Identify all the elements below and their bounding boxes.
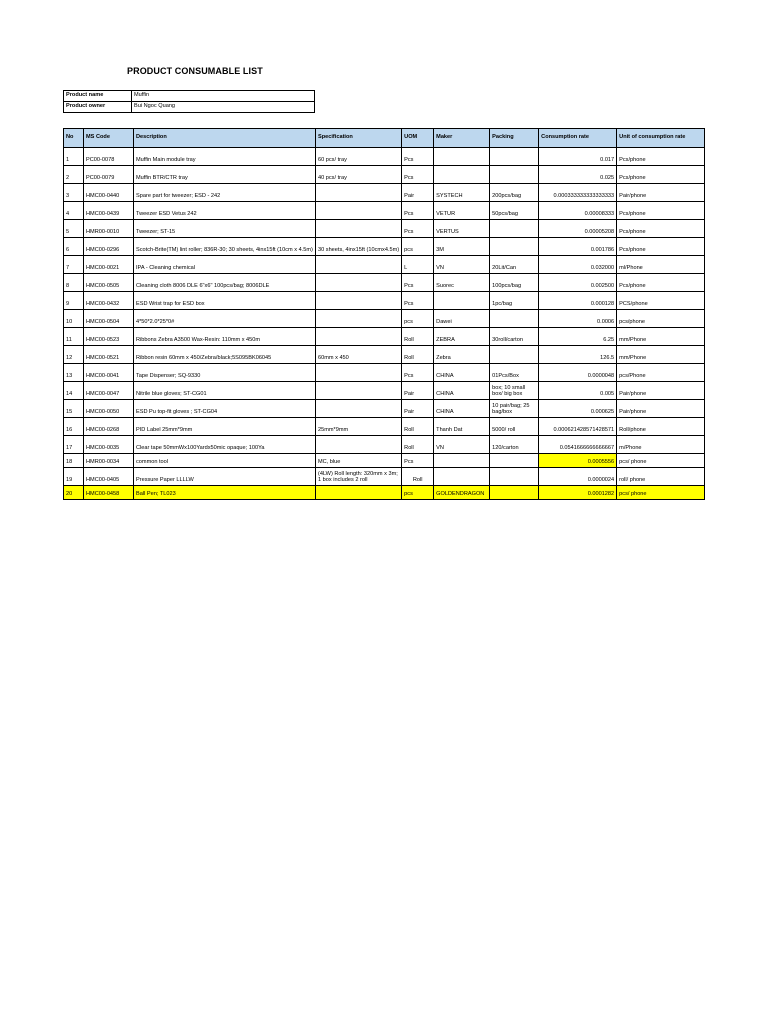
- cell-consumption-rate[interactable]: 0.001786: [539, 238, 617, 256]
- cell-packing[interactable]: [490, 166, 539, 184]
- cell-specification[interactable]: [316, 184, 402, 202]
- cell-consumption-rate[interactable]: 0.032000: [539, 256, 617, 274]
- cell-uom[interactable]: Pair: [402, 400, 434, 418]
- cell-no[interactable]: 13: [64, 364, 84, 382]
- cell-no[interactable]: 12: [64, 346, 84, 364]
- cell-unit[interactable]: mm/Phone: [617, 328, 705, 346]
- cell-consumption-rate[interactable]: 0.000621428571428571: [539, 418, 617, 436]
- cell-ms-code[interactable]: HMC00-0504: [84, 310, 134, 328]
- cell-unit[interactable]: Pcs/phone: [617, 166, 705, 184]
- cell-packing[interactable]: [490, 486, 539, 500]
- cell-maker[interactable]: Dawei: [434, 310, 490, 328]
- cell-no[interactable]: 2: [64, 166, 84, 184]
- cell-description[interactable]: Ribbons Zebra A3500 Wax-Resin: 110mm x 450m: [134, 328, 316, 346]
- cell-uom[interactable]: Pcs: [402, 202, 434, 220]
- cell-ms-code[interactable]: HMC00-0521: [84, 346, 134, 364]
- cell-maker[interactable]: CHINA: [434, 400, 490, 418]
- cell-specification[interactable]: [316, 382, 402, 400]
- cell-unit[interactable]: ml/Phone: [617, 256, 705, 274]
- cell-no[interactable]: 9: [64, 292, 84, 310]
- cell-no[interactable]: 10: [64, 310, 84, 328]
- cell-no[interactable]: 7: [64, 256, 84, 274]
- info-row: [64, 91, 315, 102]
- cell-packing[interactable]: 1pc/bag: [490, 292, 539, 310]
- cell-packing[interactable]: 10 pair/bag; 25 bag/box: [490, 400, 539, 418]
- cell-ms-code[interactable]: HMC00-0268: [84, 418, 134, 436]
- cell-consumption-rate[interactable]: 0.0000024: [539, 468, 617, 486]
- cell-consumption-rate[interactable]: 0.0541666666666667: [539, 436, 617, 454]
- cell-consumption-rate[interactable]: 0.000333333333333333: [539, 184, 617, 202]
- cell-consumption-rate[interactable]: 0.002500: [539, 274, 617, 292]
- cell-description[interactable]: Tweezer ESD Vetus 242: [134, 202, 316, 220]
- cell-uom[interactable]: Roll: [402, 346, 434, 364]
- cell-description[interactable]: 4*50*2.0*25*0#: [134, 310, 316, 328]
- cell-packing[interactable]: [490, 238, 539, 256]
- cell-consumption-rate[interactable]: 0.0001282: [539, 486, 617, 500]
- cell-consumption-rate[interactable]: 126.5: [539, 346, 617, 364]
- cell-maker[interactable]: ZEBRA: [434, 328, 490, 346]
- table-row: [64, 468, 705, 486]
- cell-no[interactable]: 15: [64, 400, 84, 418]
- cell-packing[interactable]: 200pcs/bag: [490, 184, 539, 202]
- cell-packing[interactable]: [490, 310, 539, 328]
- cell-uom[interactable]: Pcs: [402, 166, 434, 184]
- cell-specification[interactable]: [316, 436, 402, 454]
- header-no[interactable]: No: [64, 129, 84, 148]
- cell-consumption-rate[interactable]: 0.00005208: [539, 220, 617, 238]
- header-ms-code[interactable]: MS Code: [84, 129, 134, 148]
- table-row: [64, 436, 705, 454]
- cell-no[interactable]: 4: [64, 202, 84, 220]
- table-row: [64, 400, 705, 418]
- cell-unit[interactable]: mm/Phone: [617, 346, 705, 364]
- table-row: [64, 274, 705, 292]
- cell-uom[interactable]: pcs: [402, 486, 434, 500]
- cell-uom[interactable]: Pcs: [402, 274, 434, 292]
- cell-maker[interactable]: [434, 292, 490, 310]
- info-row: [64, 102, 315, 113]
- cell-specification[interactable]: [316, 292, 402, 310]
- cell-no[interactable]: 8: [64, 274, 84, 292]
- cell-ms-code[interactable]: HMR00-0010: [84, 220, 134, 238]
- cell-specification[interactable]: [316, 220, 402, 238]
- cell-packing[interactable]: [490, 454, 539, 468]
- cell-uom[interactable]: Roll: [402, 436, 434, 454]
- cell-no[interactable]: 19: [64, 468, 84, 486]
- cell-description[interactable]: Scotch-Brite(TM) lint roller; 836R-30; 30 sheets, 4inx15ft (10cm x 4.5m): [134, 238, 316, 256]
- cell-description[interactable]: IPA - Cleaning chemical: [134, 256, 316, 274]
- cell-specification[interactable]: 60mm x 450: [316, 346, 402, 364]
- table-row: [64, 238, 705, 256]
- table-row: [64, 184, 705, 202]
- cell-unit[interactable]: Pcs/phone: [617, 148, 705, 166]
- cell-no[interactable]: 1: [64, 148, 84, 166]
- cell-specification[interactable]: [316, 256, 402, 274]
- cell-specification[interactable]: [316, 274, 402, 292]
- cell-maker[interactable]: [434, 454, 490, 468]
- product-name-value[interactable]: Muffin: [132, 91, 315, 102]
- cell-unit[interactable]: pcs/Phone: [617, 364, 705, 382]
- cell-specification[interactable]: 40 pcs/ tray: [316, 166, 402, 184]
- cell-uom[interactable]: Pcs: [402, 364, 434, 382]
- cell-consumption-rate[interactable]: 6.25: [539, 328, 617, 346]
- header-unit-of-consumption-rate[interactable]: Unit of consumption rate: [617, 129, 705, 148]
- cell-description[interactable]: Pressure Paper LLLLW: [134, 468, 316, 486]
- cell-specification[interactable]: [316, 364, 402, 382]
- cell-consumption-rate[interactable]: 0.025: [539, 166, 617, 184]
- cell-specification[interactable]: [316, 328, 402, 346]
- cell-uom[interactable]: Pair: [402, 382, 434, 400]
- cell-maker[interactable]: 3M: [434, 238, 490, 256]
- product-owner-value[interactable]: Bui Ngoc Quang: [132, 102, 315, 113]
- cell-description[interactable]: Muffin Main module tray: [134, 148, 316, 166]
- cell-specification[interactable]: 60 pcs/ tray: [316, 148, 402, 166]
- cell-uom[interactable]: Roll: [402, 468, 434, 486]
- cell-maker[interactable]: CHINA: [434, 382, 490, 400]
- cell-specification[interactable]: [316, 310, 402, 328]
- cell-uom[interactable]: Roll: [402, 328, 434, 346]
- cell-specification[interactable]: (4LW) Roll length: 320mm x 3m; 1 box includes 2 roll: [316, 468, 402, 486]
- table-row: [64, 256, 705, 274]
- cell-ms-code[interactable]: HMC00-0505: [84, 274, 134, 292]
- cell-no[interactable]: 18: [64, 454, 84, 468]
- cell-no[interactable]: 3: [64, 184, 84, 202]
- table-row: [64, 454, 705, 468]
- cell-description[interactable]: Ball Pen; TL023: [134, 486, 316, 500]
- cell-ms-code[interactable]: HMC00-0432: [84, 292, 134, 310]
- header-specification[interactable]: Specification: [316, 129, 402, 148]
- cell-ms-code[interactable]: HMC00-0021: [84, 256, 134, 274]
- cell-consumption-rate[interactable]: 0.0005556: [539, 454, 617, 468]
- cell-ms-code[interactable]: HMC00-0035: [84, 436, 134, 454]
- cell-consumption-rate[interactable]: 0.0006: [539, 310, 617, 328]
- cell-description[interactable]: ESD Wrist trap for ESD box: [134, 292, 316, 310]
- cell-consumption-rate[interactable]: 0.0000048: [539, 364, 617, 382]
- header-row: [64, 129, 705, 148]
- product-owner-label: Product owner: [64, 102, 132, 113]
- table-row: [64, 364, 705, 382]
- cell-uom[interactable]: Pcs: [402, 148, 434, 166]
- cell-ms-code[interactable]: HMC00-0440: [84, 184, 134, 202]
- cell-consumption-rate[interactable]: 0.000128: [539, 292, 617, 310]
- cell-description[interactable]: Tape Dispenser; SQ-9330: [134, 364, 316, 382]
- cell-description[interactable]: PID Label 25mm*9mm: [134, 418, 316, 436]
- cell-uom[interactable]: Pcs: [402, 292, 434, 310]
- cell-specification[interactable]: [316, 400, 402, 418]
- cell-unit[interactable]: pcs/phone: [617, 310, 705, 328]
- cell-packing[interactable]: 50pcs/bag: [490, 202, 539, 220]
- product-info-table: [63, 90, 315, 113]
- cell-maker[interactable]: CHINA: [434, 364, 490, 382]
- cell-no[interactable]: 5: [64, 220, 84, 238]
- cell-description[interactable]: ESD Pu top-fit gloves ; ST-CG04: [134, 400, 316, 418]
- cell-ms-code[interactable]: HMC00-0047: [84, 382, 134, 400]
- cell-maker[interactable]: VN: [434, 436, 490, 454]
- cell-packing[interactable]: 20Lit/Can: [490, 256, 539, 274]
- cell-no[interactable]: 6: [64, 238, 84, 256]
- header-packing[interactable]: Packing: [490, 129, 539, 148]
- table-row: [64, 166, 705, 184]
- cell-unit[interactable]: Pcs/phone: [617, 274, 705, 292]
- header-uom[interactable]: UOM: [402, 129, 434, 148]
- cell-uom[interactable]: pcs: [402, 238, 434, 256]
- cell-specification[interactable]: 30 sheets, 4inx15ft (10cmx4.5m): [316, 238, 402, 256]
- cell-description[interactable]: Nitrile blue gloves; ST-CG01: [134, 382, 316, 400]
- cell-ms-code[interactable]: PC00-0079: [84, 166, 134, 184]
- table-row: [64, 148, 705, 166]
- cell-consumption-rate[interactable]: 0.005: [539, 382, 617, 400]
- cell-no[interactable]: 11: [64, 328, 84, 346]
- table-row: [64, 220, 705, 238]
- cell-no[interactable]: 16: [64, 418, 84, 436]
- cell-unit[interactable]: PCS/phone: [617, 292, 705, 310]
- cell-maker[interactable]: Suorec: [434, 274, 490, 292]
- cell-packing[interactable]: 5000/ roll: [490, 418, 539, 436]
- cell-unit[interactable]: Pair/phone: [617, 400, 705, 418]
- cell-ms-code[interactable]: HMC00-0050: [84, 400, 134, 418]
- cell-consumption-rate[interactable]: 0.00008333: [539, 202, 617, 220]
- table-row: [64, 328, 705, 346]
- cell-unit[interactable]: pcs/ phone: [617, 454, 705, 468]
- product-name-label: Product name: [64, 91, 132, 102]
- cell-description[interactable]: Clear tape 50mmWx100Yardx50mic opaque; 100Ya: [134, 436, 316, 454]
- cell-packing[interactable]: 100pcs/bag: [490, 274, 539, 292]
- cell-ms-code[interactable]: HMR00-0034: [84, 454, 134, 468]
- consumable-table: [63, 128, 705, 500]
- header-maker[interactable]: Maker: [434, 129, 490, 148]
- cell-maker[interactable]: [434, 166, 490, 184]
- cell-unit[interactable]: pcs/ phone: [617, 486, 705, 500]
- table-row: [64, 346, 705, 364]
- cell-description[interactable]: Ribbon resin 60mm x 450/Zebra/black;5S095BK06045: [134, 346, 316, 364]
- cell-packing[interactable]: [490, 468, 539, 486]
- cell-ms-code[interactable]: HMC00-0041: [84, 364, 134, 382]
- cell-no[interactable]: 14: [64, 382, 84, 400]
- cell-consumption-rate[interactable]: 0.017: [539, 148, 617, 166]
- cell-uom[interactable]: Pcs: [402, 454, 434, 468]
- cell-unit[interactable]: Pcs/phone: [617, 220, 705, 238]
- cell-packing[interactable]: [490, 220, 539, 238]
- header-description[interactable]: Description: [134, 129, 316, 148]
- table-row: [64, 486, 705, 500]
- cell-unit[interactable]: Pcs/phone: [617, 238, 705, 256]
- cell-ms-code[interactable]: HMC00-0405: [84, 468, 134, 486]
- cell-maker[interactable]: GOLDENDRAGON: [434, 486, 490, 500]
- cell-description[interactable]: Tweezer; ST-15: [134, 220, 316, 238]
- cell-maker[interactable]: Zebra: [434, 346, 490, 364]
- cell-ms-code[interactable]: HMC00-0439: [84, 202, 134, 220]
- cell-packing[interactable]: box; 10 small box/ big box: [490, 382, 539, 400]
- page-title: PRODUCT CONSUMABLE LIST: [127, 66, 263, 76]
- cell-description[interactable]: Spare part for tweezer; ESD - 242: [134, 184, 316, 202]
- cell-specification[interactable]: 25mm*9mm: [316, 418, 402, 436]
- table-row: [64, 418, 705, 436]
- cell-packing[interactable]: 01Pcs/Box: [490, 364, 539, 382]
- cell-unit[interactable]: Pair/phone: [617, 184, 705, 202]
- cell-specification[interactable]: [316, 202, 402, 220]
- cell-unit[interactable]: Pcs/phone: [617, 202, 705, 220]
- cell-ms-code[interactable]: HMC00-0458: [84, 486, 134, 500]
- cell-maker[interactable]: VERTUS: [434, 220, 490, 238]
- header-consumption-rate[interactable]: Consumption rate: [539, 129, 617, 148]
- cell-specification[interactable]: MC, blue: [316, 454, 402, 468]
- cell-unit[interactable]: roll/ phone: [617, 468, 705, 486]
- cell-unit[interactable]: Pair/phone: [617, 382, 705, 400]
- cell-no[interactable]: 20: [64, 486, 84, 500]
- cell-ms-code[interactable]: PC00-0078: [84, 148, 134, 166]
- cell-specification[interactable]: [316, 486, 402, 500]
- cell-maker[interactable]: Thanh Dat: [434, 418, 490, 436]
- cell-packing[interactable]: 30roll/carton: [490, 328, 539, 346]
- cell-description[interactable]: Muffin BTR/CTR tray: [134, 166, 316, 184]
- cell-unit[interactable]: m/Phone: [617, 436, 705, 454]
- table-row: [64, 310, 705, 328]
- cell-maker[interactable]: SYSTECH: [434, 184, 490, 202]
- cell-consumption-rate[interactable]: 0.000625: [539, 400, 617, 418]
- cell-uom[interactable]: L: [402, 256, 434, 274]
- cell-uom[interactable]: Pcs: [402, 220, 434, 238]
- table-row: [64, 292, 705, 310]
- cell-maker[interactable]: VN: [434, 256, 490, 274]
- cell-no[interactable]: 17: [64, 436, 84, 454]
- cell-packing[interactable]: 120/carton: [490, 436, 539, 454]
- cell-maker[interactable]: [434, 468, 490, 486]
- cell-description[interactable]: common tool: [134, 454, 316, 468]
- table-row: [64, 382, 705, 400]
- cell-packing[interactable]: [490, 148, 539, 166]
- cell-unit[interactable]: Roll/phone: [617, 418, 705, 436]
- cell-uom[interactable]: pcs: [402, 310, 434, 328]
- cell-uom[interactable]: Roll: [402, 418, 434, 436]
- cell-description[interactable]: Cleaning cloth 8006 DLE 6"x6" 100pcs/bag; 8006DLE: [134, 274, 316, 292]
- cell-packing[interactable]: [490, 346, 539, 364]
- cell-uom[interactable]: Pair: [402, 184, 434, 202]
- cell-ms-code[interactable]: HMC00-0296: [84, 238, 134, 256]
- cell-ms-code[interactable]: HMC00-0523: [84, 328, 134, 346]
- cell-maker[interactable]: VETUR: [434, 202, 490, 220]
- table-row: [64, 202, 705, 220]
- cell-maker[interactable]: [434, 148, 490, 166]
